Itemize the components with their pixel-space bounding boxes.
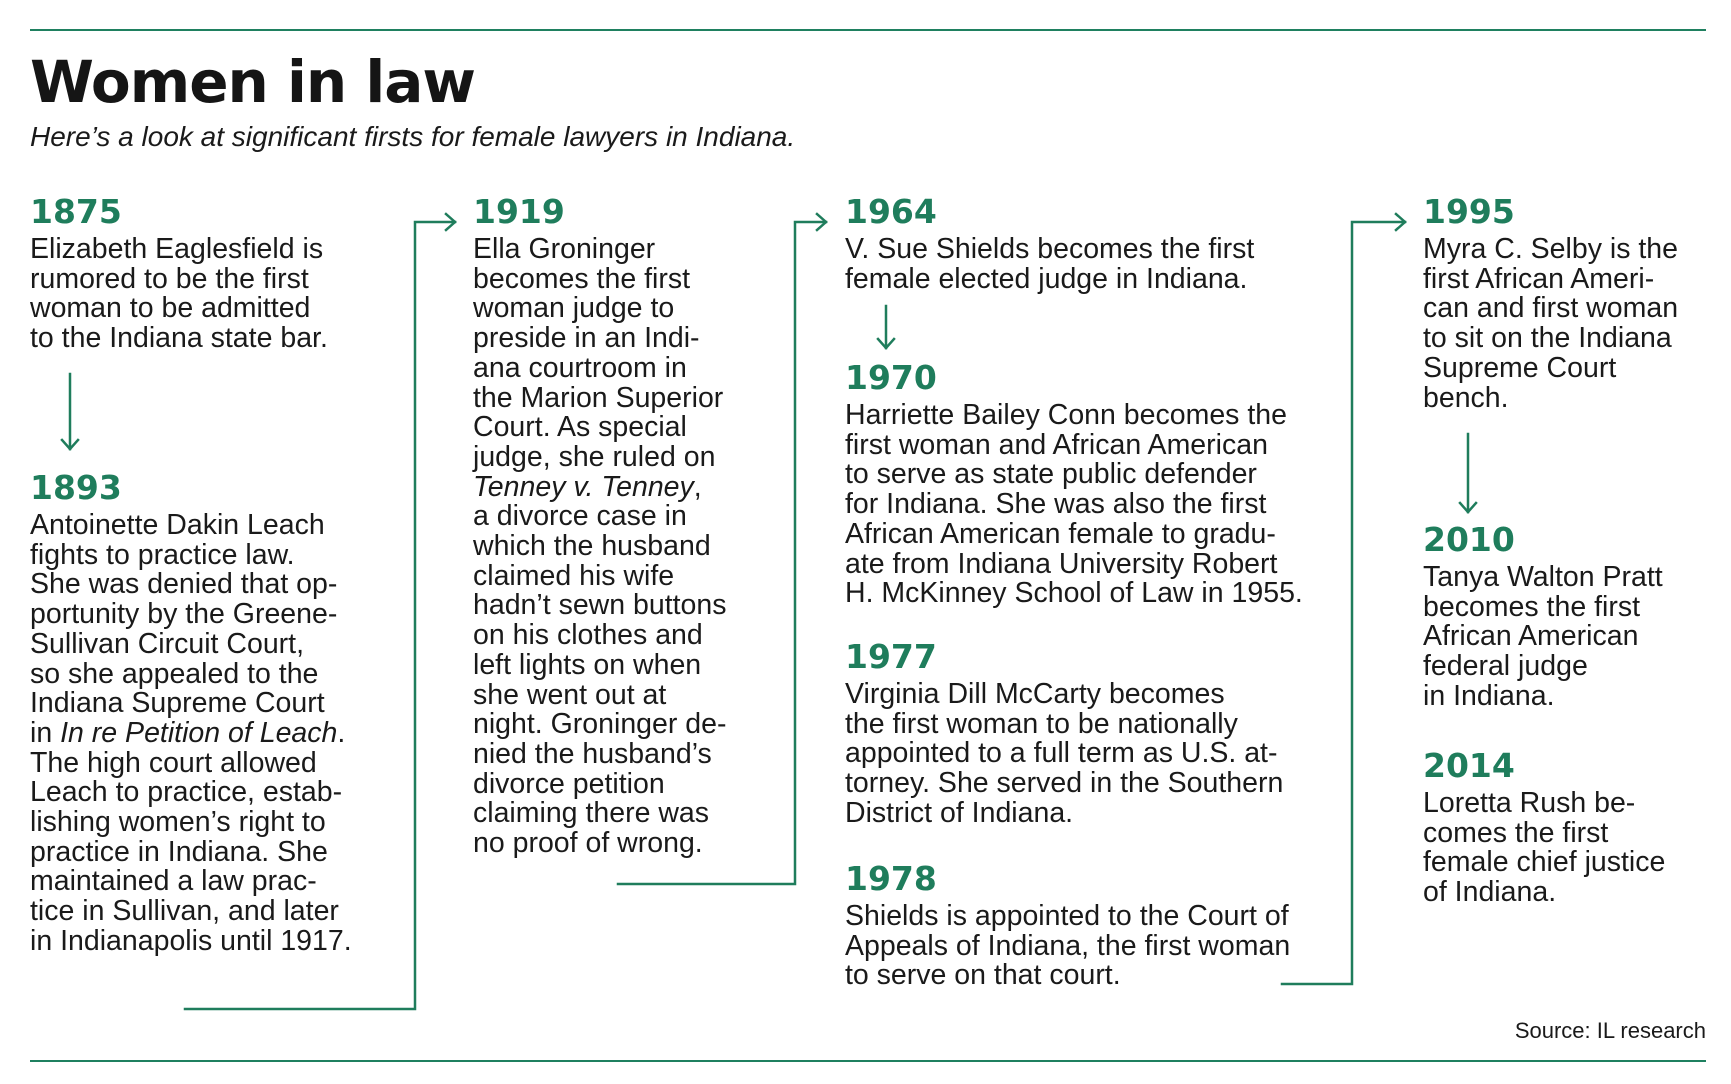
entry-description: Ella Groninger becomes the first woman judge to preside in an Indi- ana courtroom in the Marion Superior Court. As special judge, she ruled on Tenney v. Tenney, a divorce case in which the husband claimed his wife hadn’t sewn buttons on his clothes and left lights on when she went out at night. Groninger de- nied the husband’s divorce petition claiming there was no proof of wrong.: [473, 233, 727, 860]
entry-year: 1964: [845, 192, 937, 231]
arrow-down-1875-1893: [62, 374, 78, 449]
entry-year: 1893: [30, 468, 122, 507]
arrow-elbow-1919-1964: [618, 214, 826, 884]
arrow-down-1995-2010: [1460, 434, 1476, 512]
entry-description: Antoinette Dakin Leach fights to practice law. She was denied that op- portunity by the Greene- Sullivan Circuit Court, so she appealed to the Indiana Supreme Court in In re Petition of Leach. The high court allowed Leach to practice, estab- lishing women’s right to practice in Indiana. She maintained a law prac- tice in Sullivan, and later in Indianapolis until 1917.: [30, 509, 352, 957]
entry-description: Loretta Rush be- comes the first female chief justice of Indiana.: [1423, 787, 1666, 909]
case-name: In re Petition of Leach: [60, 716, 338, 749]
source-credit: Source: IL research: [1514, 1018, 1706, 1043]
entry-description: Tanya Walton Pratt becomes the first African American federal judge in Indiana.: [1423, 561, 1663, 712]
entry-description: Shields is appointed to the Court of Appeals of Indiana, the first woman to serve on that court.: [845, 900, 1291, 992]
entry-description: Elizabeth Eaglesfield is rumored to be the first woman to be admitted to the Indiana state bar.: [30, 233, 328, 355]
entry-year: 1875: [30, 192, 122, 231]
entry-description: Harriette Bailey Conn becomes the first woman and African American to serve as state public defender for Indiana. She was also the first African American female to gradu- ate from Indiana University Robert H. McKinney School of Law in 1955.: [845, 399, 1303, 610]
entry-year: 1995: [1423, 192, 1515, 231]
arrow-elbow-1978-1995: [1282, 214, 1405, 984]
arrow-elbow-1893-1919: [185, 214, 455, 1009]
entry-year: 1977: [845, 637, 937, 676]
entry-year: 1970: [845, 358, 937, 397]
entry-description: V. Sue Shields becomes the first female elected judge in Indiana.: [845, 233, 1255, 295]
entry-year: 2014: [1423, 746, 1515, 785]
case-name: Tenney v. Tenney: [473, 470, 694, 503]
page-title: Women in law: [30, 48, 475, 116]
arrow-down-1964-1970: [878, 306, 894, 348]
entry-year: 2010: [1423, 520, 1515, 559]
bottom-rule: [30, 1060, 1706, 1062]
entry-description: Virginia Dill McCarty becomes the first woman to be nationally appointed to a full term as U.S. at- torney. She served in the Southern District of Indiana.: [845, 678, 1284, 829]
entry-description: Myra C. Selby is the first African Ameri- can and first woman to sit on the Indiana Supreme Court bench.: [1423, 233, 1679, 414]
entry-year: 1919: [473, 192, 565, 231]
page-subtitle: Here’s a look at significant firsts for female lawyers in Indiana.: [30, 121, 796, 152]
entry-year: 1978: [845, 859, 937, 898]
